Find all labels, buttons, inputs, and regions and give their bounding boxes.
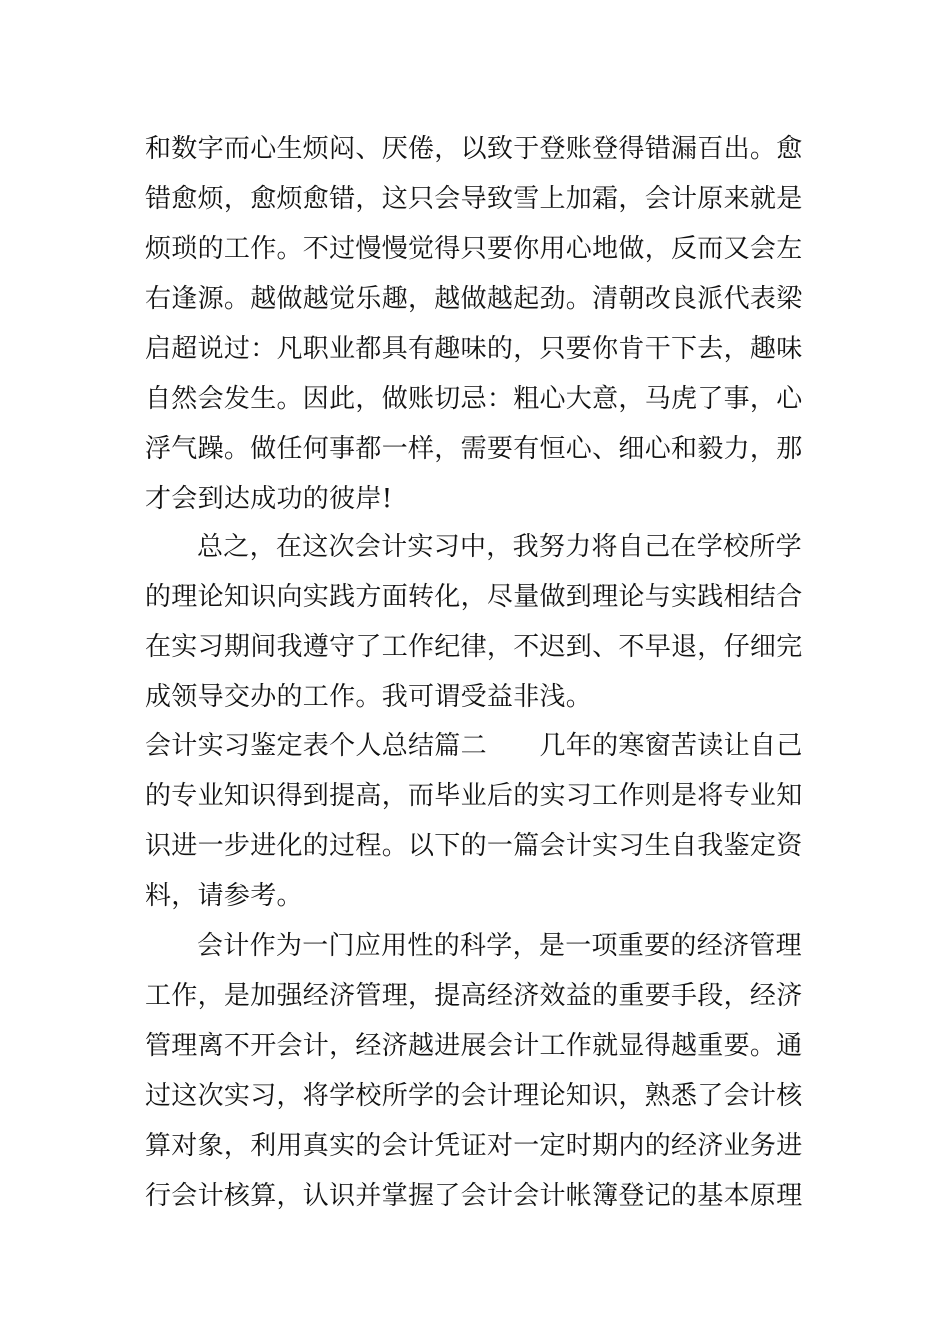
paragraph-first-line: 会计作为一门应用性的科学，是一项重要的经济管理 — [197, 931, 802, 961]
text-line: 管理离不开会计，经济越进展会计工作就显得越重要。通 — [145, 1031, 803, 1061]
text-line: 错愈烦，愈烦愈错，这只会导致雪上加霜，会计原来就是 — [145, 184, 803, 214]
text-line: 过这次实习，将学校所学的会计理论知识，熟悉了会计核 — [145, 1081, 803, 1111]
text-line: 才会到达成功的彼岸! — [145, 484, 393, 514]
text-line: 的理论知识向实践方面转化，尽量做到理论与实践相结合 — [145, 582, 803, 612]
section-heading-line: 会计实习鉴定表个人总结篇二 几年的寒窗苦读让自己 — [145, 731, 803, 761]
text-line: 在实习期间我遵守了工作纪律，不迟到、不早退，仔细完 — [145, 632, 803, 662]
text-line: 料，请参考。 — [145, 881, 303, 911]
text-line: 识进一步进化的过程。以下的一篇会计实习生自我鉴定资 — [145, 831, 803, 861]
text-line: 烦琐的工作。不过慢慢觉得只要你用心地做，反而又会左 — [145, 234, 803, 264]
text-line: 成领导交办的工作。我可谓受益非浅。 — [145, 682, 593, 712]
text-line: 和数字而心生烦闷、厌倦，以致于登账登得错漏百出。愈 — [145, 134, 803, 164]
text-line: 自然会发生。因此，做账切忌：粗心大意，马虎了事，心 — [145, 384, 803, 414]
text-line: 右逢源。越做越觉乐趣，越做越起劲。清朝改良派代表梁 — [145, 284, 803, 314]
text-line: 行会计核算，认识并掌握了会计会计帐簿登记的基本原理 — [145, 1181, 803, 1211]
text-line: 算对象，利用真实的会计凭证对一定时期内的经济业务进 — [145, 1131, 803, 1161]
text-line: 启超说过：凡职业都具有趣味的，只要你肯干下去，趣味 — [145, 334, 803, 364]
paragraph-first-line: 总之，在这次会计实习中，我努力将自己在学校所学 — [197, 532, 802, 562]
text-line: 的专业知识得到提高，而毕业后的实习工作则是将专业知 — [145, 781, 803, 811]
text-line: 浮气躁。做任何事都一样，需要有恒心、细心和毅力，那 — [145, 434, 803, 464]
text-line: 工作，是加强经济管理，提高经济效益的重要手段，经济 — [145, 981, 803, 1011]
